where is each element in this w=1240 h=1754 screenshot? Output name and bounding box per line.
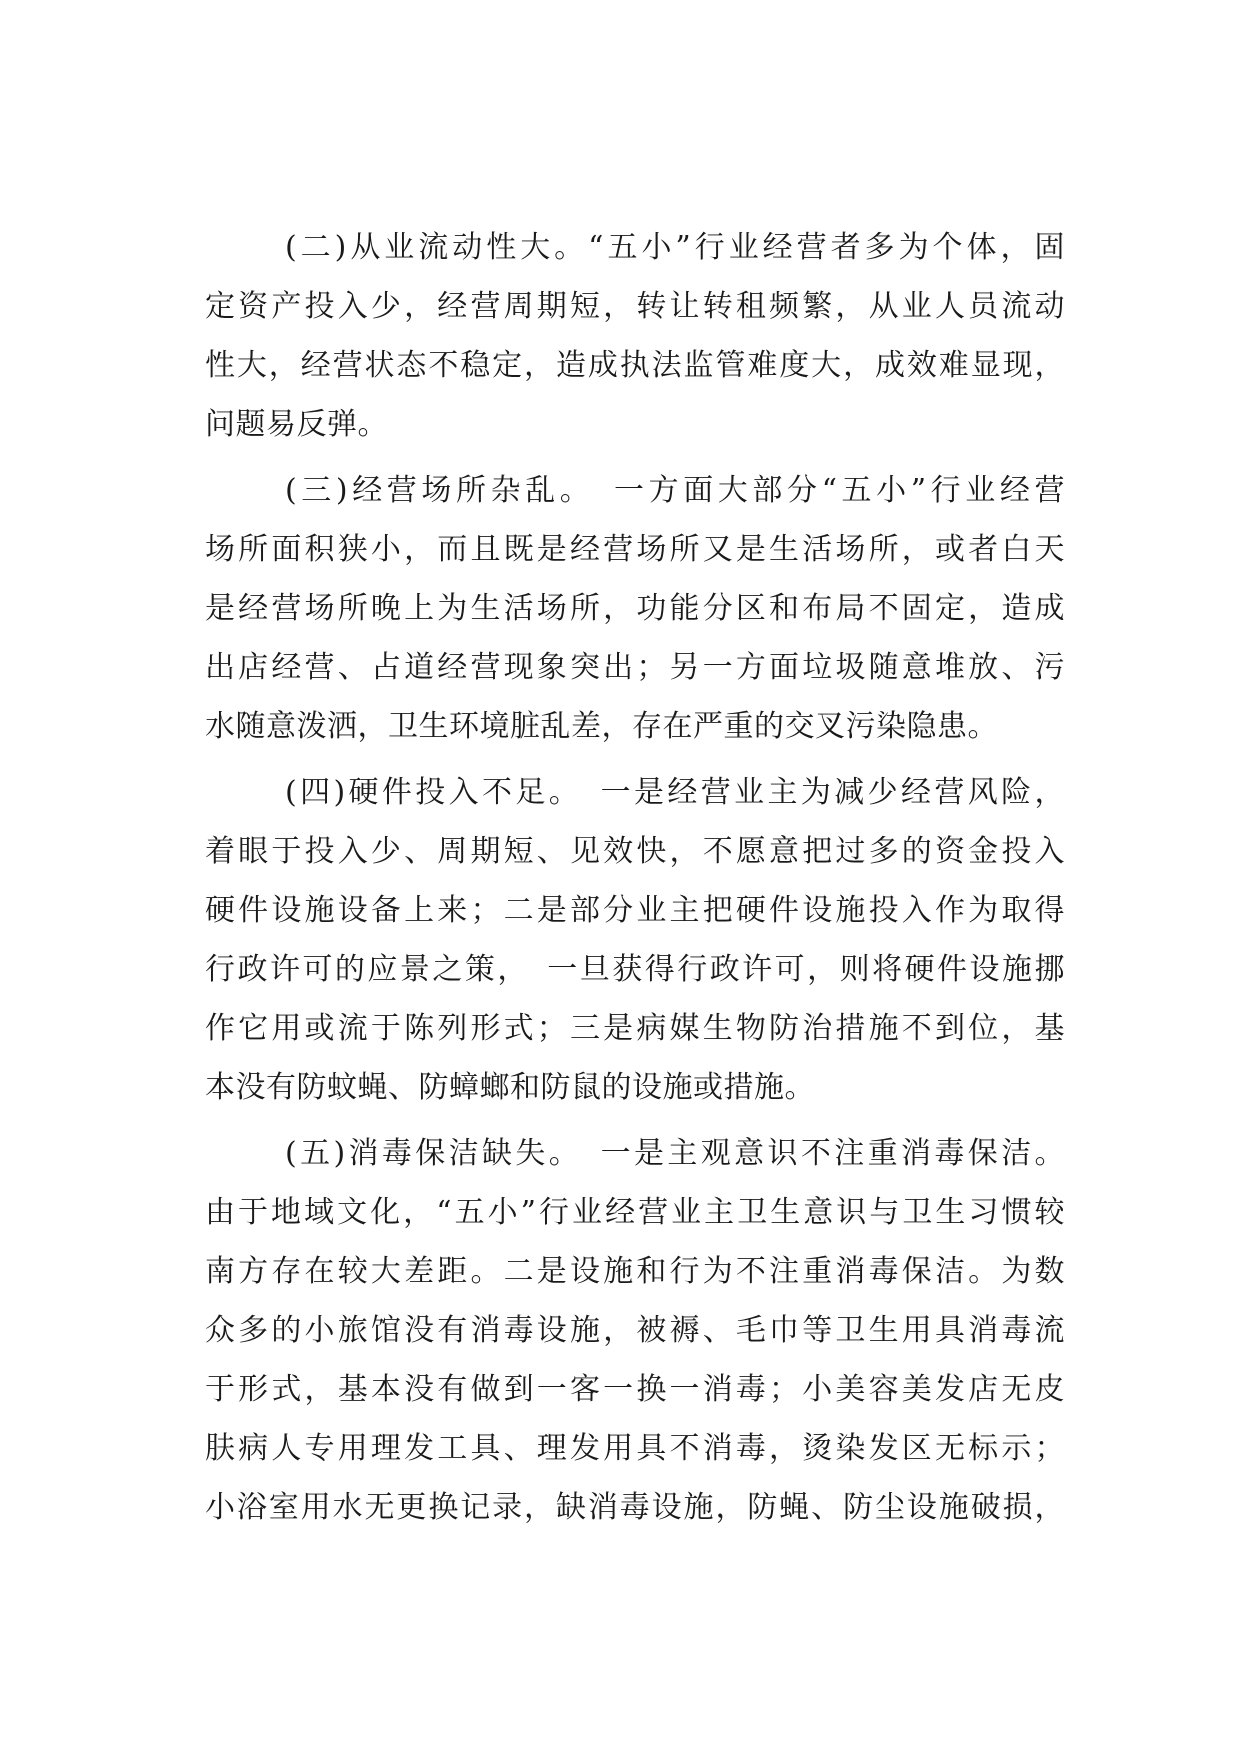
text-line: 场所面积狭小，而且既是经营场所又是生活场所，或者白天 [205, 532, 1065, 567]
document-body [205, 218, 1065, 1544]
text-line: 作它用或流于陈列形式；三是病媒生物防治措施不到位，基 [205, 1011, 1065, 1046]
paragraph-section-2 [205, 218, 1065, 454]
text-line: 是经营场所晚上为生活场所，功能分区和布局不固定，造成 [205, 591, 1065, 626]
text-line: 肤病人专用理发工具、理发用具不消毒，烫染发区无标示； [205, 1431, 1065, 1466]
paragraph-section-4 [205, 763, 1065, 1117]
text-line: 问题易反弹。 [205, 407, 388, 442]
text-line: 于形式，基本没有做到一客一换一消毒；小美容美发店无皮 [205, 1372, 1065, 1407]
paragraph-section-3 [205, 461, 1065, 756]
text-line: 众多的小旅馆没有消毒设施，被褥、毛巾等卫生用具消毒流 [205, 1313, 1065, 1348]
text-line: (三)经营场所杂乱。 一方面大部分“五小”行业经营 [285, 473, 1065, 508]
text-line: 由于地域文化，“五小”行业经营业主卫生意识与卫生习惯较 [205, 1195, 1065, 1230]
text-line: 小浴室用水无更换记录，缺消毒设施，防蝇、防尘设施破损， [205, 1490, 1065, 1525]
text-line: 行政许可的应景之策， 一旦获得行政许可，则将硬件设施挪 [205, 952, 1065, 987]
text-line: 本没有防蚊蝇、防蟑螂和防鼠的设施或措施。 [205, 1070, 815, 1105]
text-line: 性大，经营状态不稳定，造成执法监管难度大，成效难显现， [205, 348, 1065, 383]
text-line: 南方存在较大差距。二是设施和行为不注重消毒保洁。为数 [205, 1254, 1065, 1289]
text-line: 水随意泼洒，卫生环境脏乱差，存在严重的交叉污染隐患。 [205, 709, 998, 744]
text-line: 硬件设施设备上来；二是部分业主把硬件设施投入作为取得 [205, 893, 1065, 928]
text-line: 着眼于投入少、周期短、见效快，不愿意把过多的资金投入 [205, 834, 1065, 869]
text-line: (五)消毒保洁缺失。 一是主观意识不注重消毒保洁。 [285, 1136, 1065, 1171]
text-line: 定资产投入少，经营周期短，转让转租频繁，从业人员流动 [205, 289, 1065, 324]
text-line: 出店经营、占道经营现象突出；另一方面垃圾随意堆放、污 [205, 650, 1065, 685]
paragraph-section-5 [205, 1124, 1065, 1537]
text-line: (二)从业流动性大。“五小”行业经营者多为个体，固 [285, 230, 1065, 265]
text-line: (四)硬件投入不足。 一是经营业主为减少经营风险， [285, 775, 1065, 810]
